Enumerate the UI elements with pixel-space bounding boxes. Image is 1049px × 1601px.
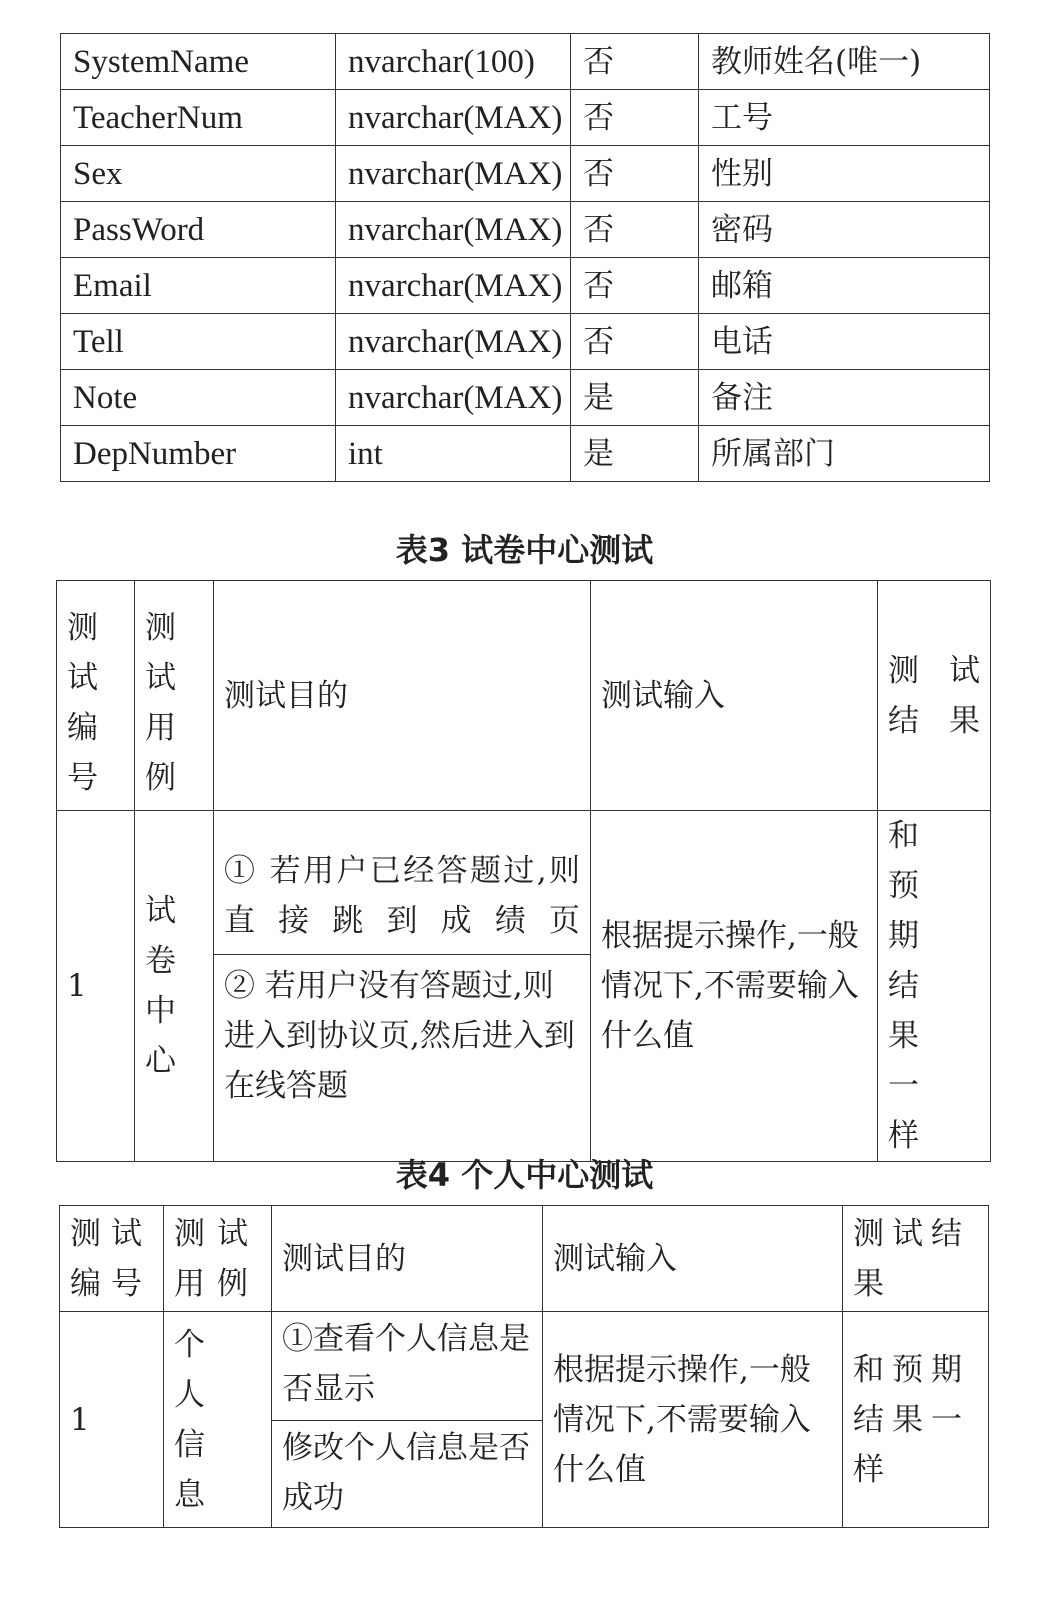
field-name-cell: TeacherNum — [61, 90, 336, 146]
field-row — [61, 34, 990, 90]
table3-cell-case: 试卷中心 — [135, 811, 214, 1162]
field-nullable-cell: 否 — [571, 34, 699, 90]
field-row — [61, 202, 990, 258]
table3-header-test-no: 测试编号 — [57, 581, 135, 811]
table3-header-result: 测试结果 — [878, 581, 991, 811]
field-name-cell: Email — [61, 258, 336, 314]
table3-purpose-2: ② 若用户没有答题过,则进入到协议页,然后进入到在线答题 — [214, 954, 590, 1133]
field-row — [61, 146, 990, 202]
field-nullable-cell: 否 — [571, 146, 699, 202]
table3-purpose-1: ① 若用户已经答题过,则直接跳到成绩页 — [224, 852, 580, 939]
field-desc-cell: 教师姓名(唯一) — [699, 34, 990, 90]
field-name-cell: SystemName — [61, 34, 336, 90]
field-type-cell: nvarchar(MAX) — [336, 370, 571, 426]
table4-header-row — [60, 1206, 989, 1312]
field-desc-cell: 工号 — [699, 90, 990, 146]
field-nullable-cell: 否 — [571, 314, 699, 370]
field-definition-body — [61, 34, 990, 482]
table3-cell-input: 根据提示操作,一般情况下,不需要输入什么值 — [591, 811, 878, 1162]
field-row — [61, 426, 990, 482]
field-name-cell: Tell — [61, 314, 336, 370]
table4-data-row — [60, 1312, 989, 1528]
field-name-cell: DepNumber — [61, 426, 336, 482]
table4-cell-no: 1 — [60, 1312, 164, 1528]
field-name-cell: PassWord — [61, 202, 336, 258]
table3-cell-no: 1 — [57, 811, 135, 1162]
field-desc-cell: 电话 — [699, 314, 990, 370]
field-row — [61, 258, 990, 314]
field-desc-cell: 密码 — [699, 202, 990, 258]
table3-header-row — [57, 581, 991, 811]
field-row — [61, 370, 990, 426]
table4-purpose-2: 修改个人信息是否成功 — [272, 1420, 542, 1527]
table3-header-test-case: 测试用例 — [135, 581, 214, 811]
field-nullable-cell: 否 — [571, 202, 699, 258]
table4-personal-center-test — [59, 1205, 989, 1528]
table3-header-input: 测试输入 — [591, 581, 878, 811]
field-nullable-cell: 是 — [571, 370, 699, 426]
field-nullable-cell: 否 — [571, 258, 699, 314]
table4-cell-case: 个人信息 — [164, 1312, 272, 1528]
table4-cell-result: 和预期结果一样 — [843, 1312, 989, 1528]
table4-header-purpose: 测试目的 — [272, 1206, 543, 1312]
field-type-cell: int — [336, 426, 571, 482]
field-desc-cell: 备注 — [699, 370, 990, 426]
field-row — [61, 90, 990, 146]
table4-header-test-case: 测试用例 — [164, 1206, 272, 1312]
table4-header-input: 测试输入 — [543, 1206, 843, 1312]
table4-header-test-no: 测试编号 — [60, 1206, 164, 1312]
field-type-cell: nvarchar(MAX) — [336, 258, 571, 314]
field-desc-cell: 性别 — [699, 146, 990, 202]
table3-data-row — [57, 811, 991, 1162]
field-type-cell: nvarchar(MAX) — [336, 146, 571, 202]
field-name-cell: Note — [61, 370, 336, 426]
table4-cell-purpose — [272, 1312, 543, 1528]
table4-caption: 表4 个人中心测试 — [395, 1156, 654, 1194]
table3-caption: 表3 试卷中心测试 — [395, 531, 654, 569]
field-type-cell: nvarchar(MAX) — [336, 90, 571, 146]
table4-cell-input: 根据提示操作,一般情况下,不需要输入什么值 — [543, 1312, 843, 1528]
table3-exam-center-test — [56, 580, 991, 1162]
field-type-cell: nvarchar(MAX) — [336, 202, 571, 258]
field-nullable-cell: 是 — [571, 426, 699, 482]
field-desc-cell: 所属部门 — [699, 426, 990, 482]
table4-purpose-1: ①查看个人信息是否显示 — [282, 1321, 530, 1407]
field-definition-table — [60, 33, 990, 482]
table3-cell-purpose — [214, 811, 591, 1162]
field-desc-cell: 邮箱 — [699, 258, 990, 314]
table4-header-result: 测试结果 — [843, 1206, 989, 1312]
table3-cell-result: 和预期结果一样 — [878, 811, 991, 1162]
field-nullable-cell: 否 — [571, 90, 699, 146]
field-row — [61, 314, 990, 370]
field-type-cell: nvarchar(MAX) — [336, 314, 571, 370]
field-type-cell: nvarchar(100) — [336, 34, 571, 90]
table3-header-purpose: 测试目的 — [214, 581, 591, 811]
field-name-cell: Sex — [61, 146, 336, 202]
